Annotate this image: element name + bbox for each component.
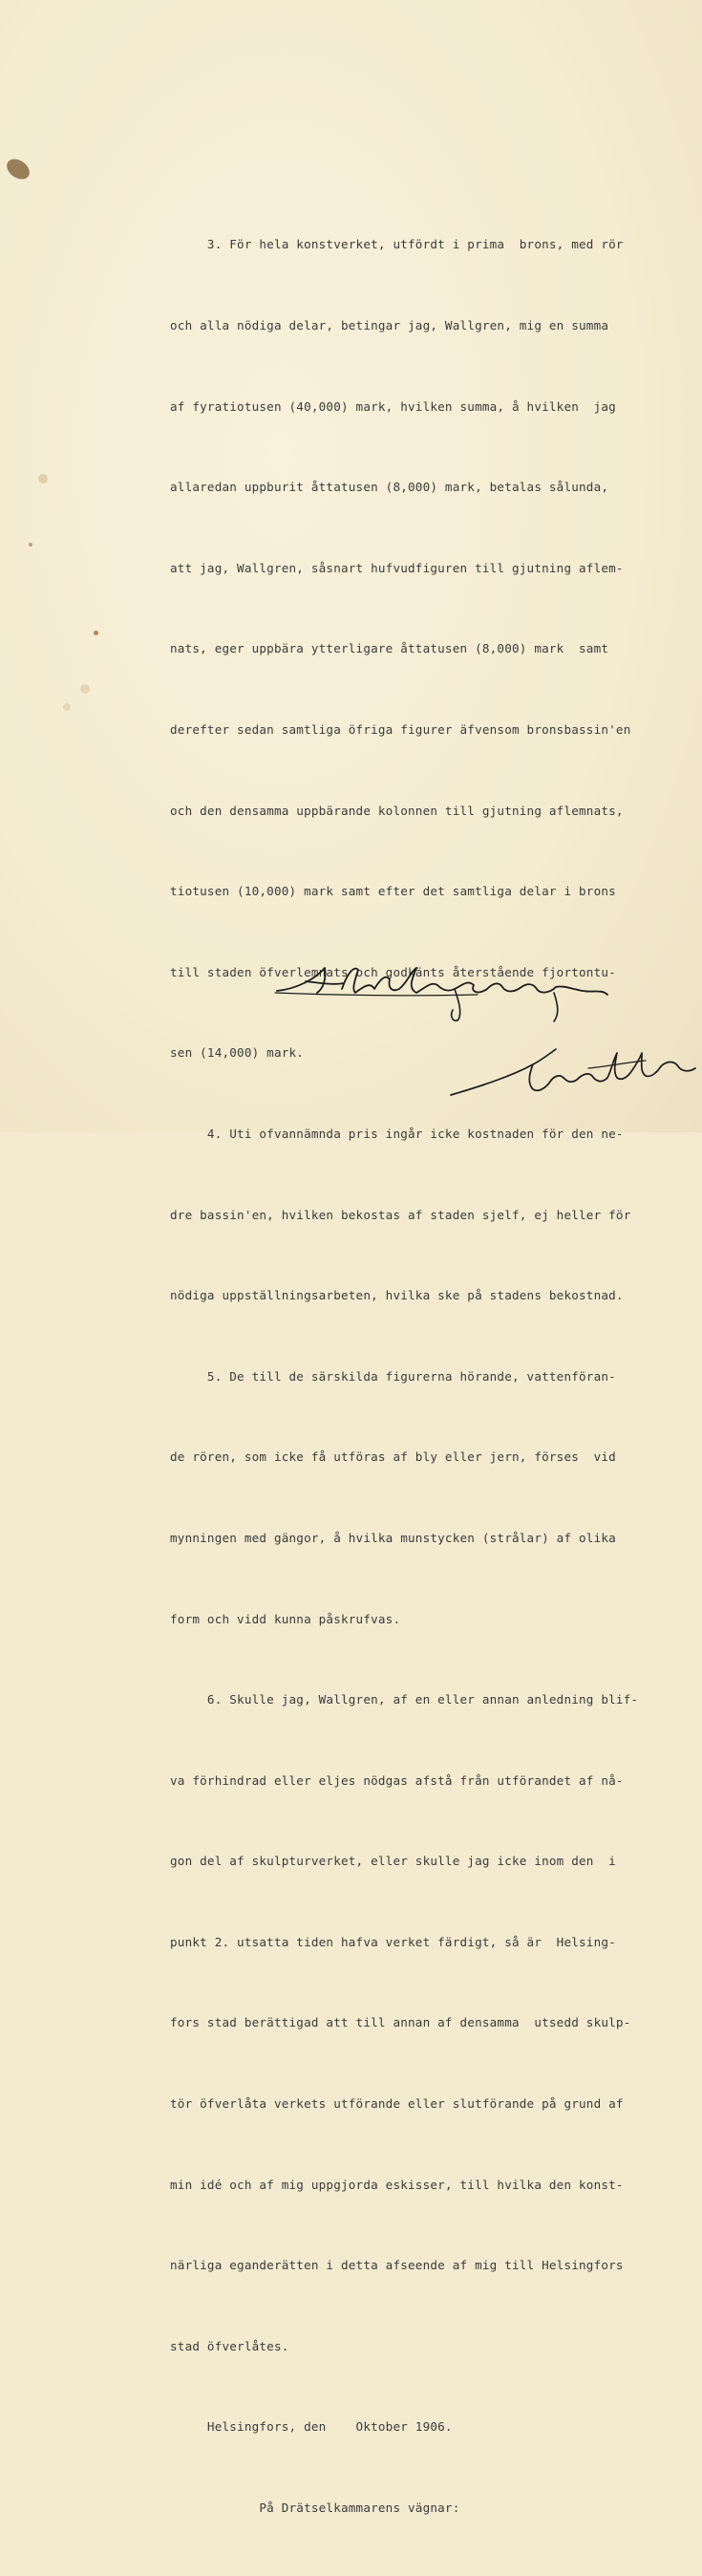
text-line: tör öfverlåta verkets utförande eller slutförande på grund af bbox=[170, 2096, 624, 2112]
text-line: till staden öfverlemnats och godkänts återstående fjortontu- bbox=[170, 964, 616, 979]
signature-1 bbox=[267, 960, 621, 1027]
text-line: 6. Skulle jag, Wallgren, af en eller annan anledning blif- bbox=[170, 1692, 639, 1707]
text-line: stad öfverlåtes. bbox=[170, 2338, 289, 2353]
text-line: form och vidd kunna påskrufvas. bbox=[170, 1611, 401, 1626]
text-line: af fyratiotusen (40,000) mark, hvilken summa, å hvilken jag bbox=[170, 398, 616, 414]
paper-spot bbox=[94, 631, 98, 635]
text-line: de rören, som icke få utföras af bly eller jern, förses vid bbox=[170, 1449, 616, 1465]
text-line: Helsingfors, den Oktober 1906. bbox=[170, 2419, 453, 2435]
paper-spot bbox=[38, 474, 48, 483]
text-line: nödiga uppställningsarbeten, hvilka ske på stadens bekostnad. bbox=[170, 1288, 624, 1303]
text-line: nats, eger uppbära ytterligare åttatusen (8,000) mark samt bbox=[170, 641, 609, 656]
text-line: 3. För hela konstverket, utfördt i prima brons, med rör bbox=[170, 237, 624, 252]
text-line: att jag, Wallgren, såsnart hufvudfiguren till gjutning aflem- bbox=[170, 560, 624, 575]
text-line: 4. Uti ofvannämnda pris ingår icke kostnaden för den ne- bbox=[170, 1126, 624, 1141]
text-line: sen (14,000) mark. bbox=[170, 1045, 305, 1061]
text-line: dre bassin'en, hvilken bekostas af staden sjelf, ej heller för bbox=[170, 1207, 631, 1222]
text-line: 5. De till de särskilda figurerna hörande, vattenföran- bbox=[170, 1368, 616, 1384]
paper-spot bbox=[80, 684, 90, 694]
text-line: På Drätselkammarens vägnar: bbox=[170, 2501, 460, 2516]
text-line: va förhindrad eller eljes nödgas afstå från utförandet af nå- bbox=[170, 1772, 624, 1788]
text-line: fors stad berättigad att till annan af densamma utsedd skulp- bbox=[170, 2015, 631, 2030]
text-line: mynningen med gängor, å hvilka munstycken (strålar) af olika bbox=[170, 1530, 616, 1545]
paper-spot bbox=[63, 703, 71, 711]
paper-spot bbox=[29, 543, 32, 547]
text-line: derefter sedan samtliga öfriga figurer äfvensom bronsbassin'en bbox=[170, 721, 631, 737]
document-body bbox=[170, 178, 676, 2576]
ink-stain bbox=[3, 155, 33, 183]
text-line: närliga eganderätten i detta afseende af mig till Helsingfors bbox=[170, 2258, 624, 2273]
text-line: punkt 2. utsatta tiden hafva verket färdigt, så är Helsing- bbox=[170, 1934, 616, 1949]
text-line: och den densamma uppbärande kolonnen till gjutning aflemnats, bbox=[170, 803, 624, 818]
text-line: allaredan uppburit åttatusen (8,000) mark, betalas sålunda, bbox=[170, 480, 609, 495]
signature-2 bbox=[445, 1040, 702, 1106]
text-line: tiotusen (10,000) mark samt efter det samtliga delar i brons bbox=[170, 884, 616, 899]
text-line: gon del af skulpturverket, eller skulle jag icke inom den i bbox=[170, 1854, 616, 1869]
text-line: och alla nödiga delar, betingar jag, Wallgren, mig en summa bbox=[170, 318, 609, 333]
text-line: min idé och af mig uppgjorda eskisser, till hvilka den konst- bbox=[170, 2177, 624, 2192]
